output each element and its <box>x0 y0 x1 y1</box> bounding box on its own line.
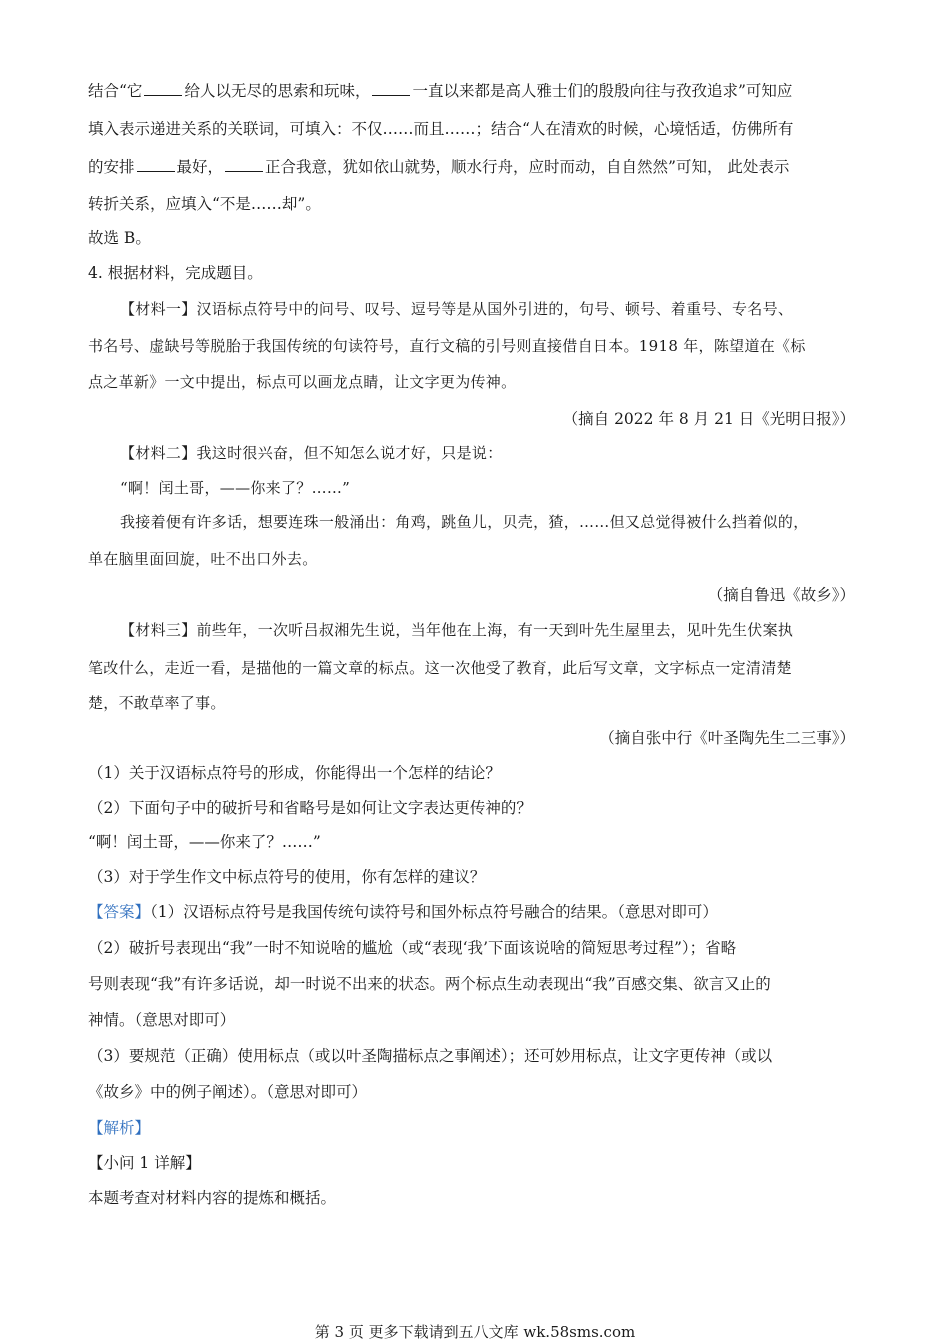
material-2-line-4: 单在脑里面回旋，吐不出口外去。 <box>88 550 318 568</box>
sub-question-heading: 【小问 1 详解】 <box>88 1154 201 1172</box>
material-3-source: （摘自张中行《叶圣陶先生二三事》） <box>599 729 855 747</box>
material-3-line-2: 笔改什么，走近一看，是描他的一篇文章的标点。这一次他受了教育，此后写文章，文字标点一定清清楚 <box>88 659 792 677</box>
material-1-line-2: 书名号、虚缺号等脱胎于我国传统的句读符号，直行文稿的引号则直接借自日本。1918 年，陈望道在《标 <box>88 337 806 355</box>
para-line-4: 转折关系，应填入“不是……却”。 <box>88 195 321 213</box>
page-footer: 第 3 页 更多下载请到五八文库 wk.58sms.com <box>314 1323 636 1341</box>
text-fragment: 最好， <box>176 158 224 176</box>
answer-3-line-1: （3）要规范（正确）使用标点（或以叶圣陶描标点之事阐述）；还可妙用标点，让文字更传神（或以 <box>88 1047 773 1065</box>
text-fragment: 一直以来都是高人雅士们的殷殷向往与孜孜追求”可知应 <box>412 82 793 100</box>
answer-tag: 【答案】 <box>88 903 151 921</box>
answer-line-1 <box>88 901 868 923</box>
fill-blank <box>137 157 175 172</box>
material-3-line-3: 楚，不敢草率了事。 <box>88 694 226 712</box>
text-fragment: 的安排 <box>88 158 135 176</box>
para-line-3 <box>88 156 868 178</box>
material-3-line-1: 【材料三】前些年，一次听吕叔湘先生说，当年他在上海，有一天到叶先生屋里去，见叶先生伏案执 <box>120 621 794 639</box>
material-1-line-3: 点之革新》一文中提出，标点可以画龙点睛，让文字更为传神。 <box>88 373 517 391</box>
question-2-quote: “啊！闰土哥，——你来了？……” <box>88 833 321 851</box>
para-line-2: 填入表示递进关系的关联词，可填入：不仅……而且……；结合“人在清欢的时候，心境恬适，仿佛所有 <box>88 120 794 138</box>
text-fragment: 正合我意，犹如依山就势，顺水行舟，应时而动，自自然然”可知， 此处表示 <box>265 158 790 176</box>
material-2-line-3: 我接着便有许多话，想要连珠一般涌出：角鸡，跳鱼儿，贝壳，猹，……但又总觉得被什么挡着似的， <box>120 513 809 531</box>
text-fragment: 结合“它 <box>88 82 143 100</box>
text-fragment: 给人以无尽的思索和玩味， <box>184 82 371 100</box>
answer-2-line-2: 号则表现“我”有许多话说，却一时说不出来的状态。两个标点生动表现出“我”百感交集、欲言又止的 <box>88 975 771 993</box>
answer-3-line-2: 《故乡》中的例子阐述）。（意思对即可） <box>88 1083 368 1101</box>
question-2: （2）下面句子中的破折号和省略号是如何让文字表达更传神的？ <box>88 799 532 817</box>
fill-blank <box>144 81 182 96</box>
para-line-1 <box>88 80 868 102</box>
material-1-source: （摘自 2022 年 8 月 21 日《光明日报》） <box>562 410 855 428</box>
answer-2-line-1: （2）破折号表现出“我”一时不知说啥的尴尬（或“表现‘我’下面该说啥的简短思考过程”）；省略 <box>88 939 737 957</box>
answer-1: （1）汉语标点符号是我国传统句读符号和国外标点符号融合的结果。（意思对即可） <box>150 903 718 921</box>
material-2-line-2: “啊！闰土哥，——你来了？……” <box>120 479 351 497</box>
material-2-line-1: 【材料二】我这时很兴奋，但不知怎么说才好，只是说： <box>120 444 503 462</box>
material-1-line-1: 【材料一】汉语标点符号中的问号、叹号、逗号等是从国外引进的，句号、顿号、着重号、专名号、 <box>120 300 794 318</box>
fill-blank <box>372 81 410 96</box>
question-1: （1）关于汉语标点符号的形成，你能得出一个怎样的结论？ <box>88 764 501 782</box>
analysis-text: 本题考查对材料内容的提炼和概括。 <box>88 1189 337 1207</box>
question-3: （3）对于学生作文中标点符号的使用，你有怎样的建议？ <box>88 868 486 886</box>
choice-line: 故选 B。 <box>88 229 151 247</box>
fill-blank <box>225 157 263 172</box>
analysis-tag: 【解析】 <box>88 1119 151 1137</box>
material-2-source: （摘自鲁迅《故乡》） <box>707 586 855 604</box>
answer-2-line-3: 神情。（意思对即可） <box>88 1011 236 1029</box>
question-4-title: 4. 根据材料，完成题目。 <box>88 264 263 282</box>
